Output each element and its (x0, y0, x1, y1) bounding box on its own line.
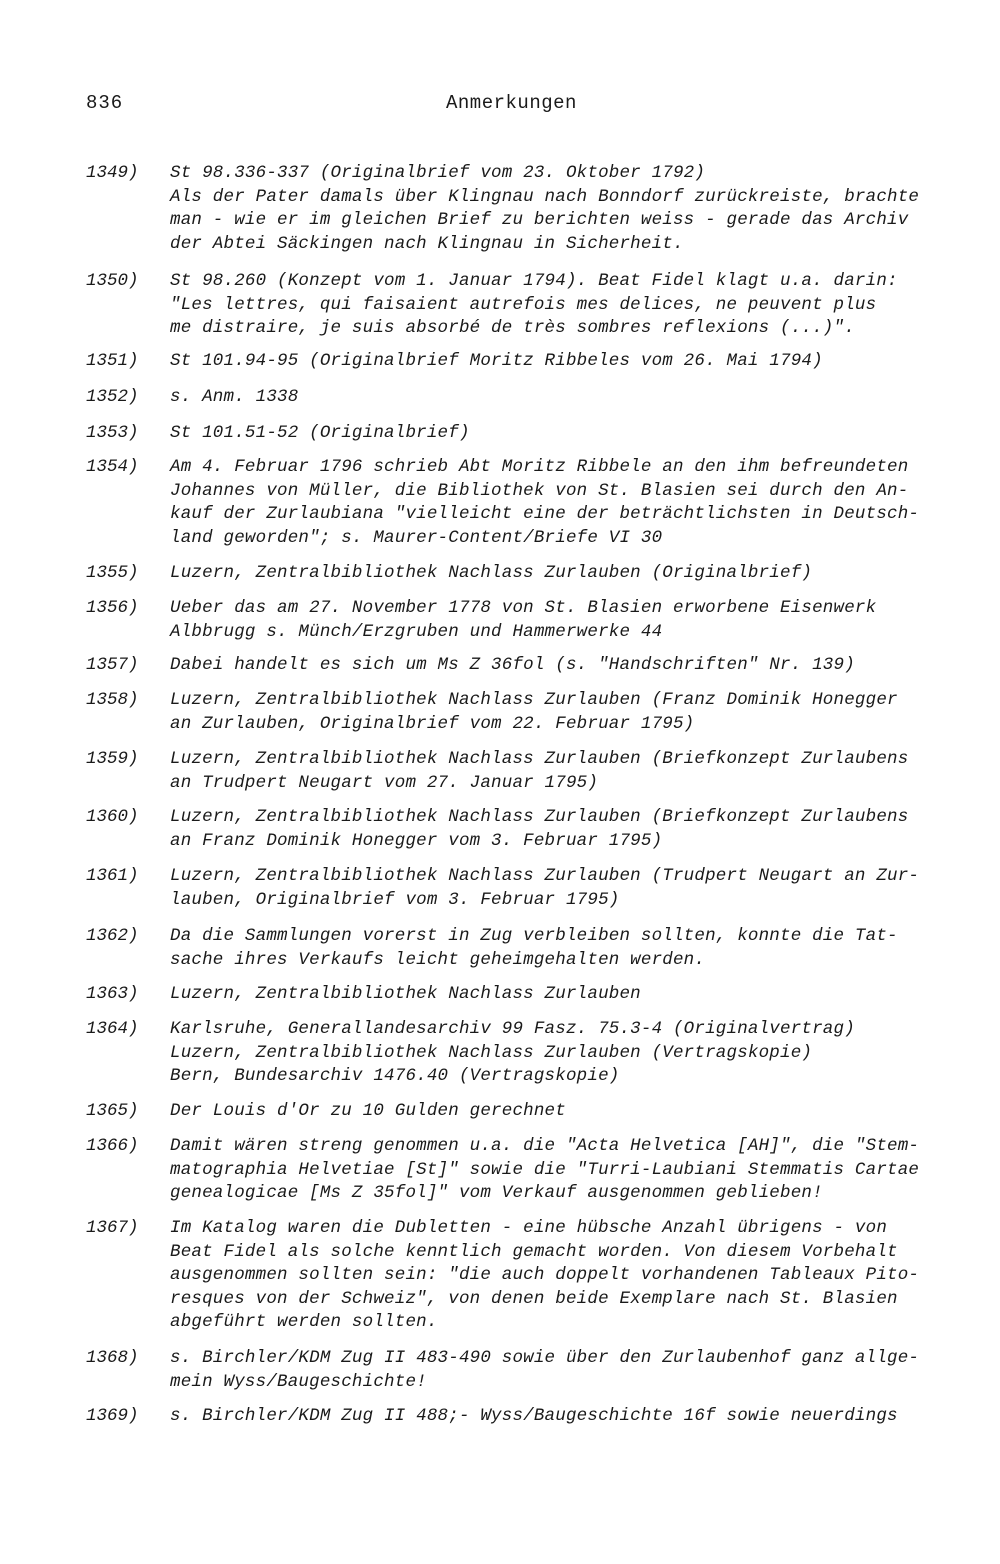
note-line: Luzern, Zentralbibliothek Nachlass Zurlauben (170, 984, 641, 1004)
note-text (170, 1405, 960, 1429)
note-line: Damit wären streng genommen u.a. die "Acta Helvetica [AH]", die "Stem- (170, 1136, 920, 1156)
note-line: Am 4. Februar 1796 schrieb Abt Moritz Ribbele an den ihm befreundeten (170, 457, 909, 477)
note-line: Beat Fidel als solche kenntlich gemacht worden. Von diesem Vorbehalt (170, 1241, 898, 1262)
note-line: Bern, Bundesarchiv 1476.40 (Vertragskopie) (170, 1066, 620, 1086)
note-text (170, 806, 960, 853)
note-number: 1350) (86, 271, 139, 291)
note-line: Luzern, Zentralbibliothek Nachlass Zurlauben (Briefkonzept Zurlaubens (170, 807, 909, 827)
note-number: 1357) (86, 655, 139, 675)
note-number: 1353) (86, 423, 139, 443)
note-text (170, 983, 960, 1007)
note-line: an Franz Dominik Honegger vom 3. Februar 1795) (170, 830, 663, 851)
note-number: 1352) (86, 387, 139, 407)
note-text (170, 865, 960, 912)
note-line: Ueber das am 27. November 1778 von St. Blasien erworbene Eisenwerk (170, 598, 877, 618)
note-line: mein Wyss/Baugeschichte! (170, 1371, 427, 1392)
note-line: "Les lettres, qui faisaient autrefois mes delices, ne peuvent plus (170, 294, 877, 315)
note-number: 1355) (86, 563, 139, 583)
note-line: an Trudpert Neugart vom 27. Januar 1795) (170, 772, 599, 793)
note-text (170, 689, 960, 736)
note-text (170, 386, 960, 410)
note-line: man - wie er im gleichen Brief zu berichten weiss - gerade das Archiv (170, 210, 909, 230)
note-line: kauf der Zurlaubiana "vielleicht eine der beträchtlichsten in Deutsch- (170, 504, 920, 524)
note-line: an Zurlauben, Originalbrief vom 22. Februar 1795) (170, 713, 695, 734)
note-line: Als der Pater damals über Klingnau nach Bonndorf zurückreiste, brachte (170, 186, 920, 207)
page-number: 836 (86, 92, 124, 114)
note-number: 1349) (86, 163, 139, 183)
note-number: 1369) (86, 1406, 139, 1426)
note-line: der Abtei Säckingen nach Klingnau in Sicherheit. (170, 233, 684, 254)
note-line: matographia Helvetiae [St]" sowie die "Turri-Laubiani Stemmatis Cartae (170, 1159, 920, 1180)
note-number: 1364) (86, 1019, 139, 1039)
note-text (170, 1100, 960, 1124)
note-text (170, 562, 960, 586)
note-text (170, 1217, 960, 1335)
running-title: Anmerkungen (446, 92, 577, 114)
note-line: Albbrugg s. Münch/Erzgruben und Hammerwerke 44 (170, 621, 663, 642)
note-line: Da die Sammlungen vorerst in Zug verbleiben sollten, konnte die Tat- (170, 926, 898, 946)
note-text (170, 162, 960, 256)
note-text (170, 1135, 960, 1206)
note-number: 1368) (86, 1348, 139, 1368)
note-text (170, 422, 960, 446)
note-line: abgeführt werden sollten. (170, 1312, 438, 1332)
note-text (170, 1347, 960, 1394)
note-line: St 101.94-95 (Originalbrief Moritz Ribbeles vom 26. Mai 1794) (170, 351, 823, 371)
note-number: 1365) (86, 1101, 139, 1121)
note-number: 1361) (86, 866, 139, 886)
note-line: s. Birchler/KDM Zug II 483-490 sowie über den Zurlaubenhof ganz allge- (170, 1348, 920, 1368)
note-number: 1351) (86, 351, 139, 371)
note-number: 1356) (86, 598, 139, 618)
note-line: Luzern, Zentralbibliothek Nachlass Zurlauben (Briefkonzept Zurlaubens (170, 749, 909, 769)
note-number: 1362) (86, 926, 139, 946)
note-line: Luzern, Zentralbibliothek Nachlass Zurlauben (Vertragskopie) (170, 1042, 813, 1063)
note-number: 1354) (86, 457, 139, 477)
note-line: s. Birchler/KDM Zug II 488;- Wyss/Baugeschichte 16f sowie neuerdings (170, 1406, 898, 1426)
note-number: 1363) (86, 984, 139, 1004)
note-text (170, 654, 960, 678)
note-number: 1358) (86, 690, 139, 710)
note-line: St 98.336-337 (Originalbrief vom 23. Oktober 1792) (170, 163, 706, 183)
note-number: 1366) (86, 1136, 139, 1156)
note-line: Der Louis d'Or zu 10 Gulden gerechnet (170, 1101, 566, 1121)
note-line: sache ihres Verkaufs leicht geheimgehalten werden. (170, 949, 706, 970)
note-line: ausgenommen sollten sein: "die auch doppelt vorhandenen Tableaux Pito- (170, 1265, 920, 1285)
note-line: genealogicae [Ms Z 35fol]" vom Verkauf ausgenommen geblieben! (170, 1183, 823, 1203)
note-number: 1360) (86, 807, 139, 827)
note-number: 1367) (86, 1218, 139, 1238)
note-line: St 101.51-52 (Originalbrief) (170, 423, 470, 443)
note-text (170, 456, 960, 550)
note-number: 1359) (86, 749, 139, 769)
note-line: resques von der Schweiz", von denen beide Exemplare nach St. Blasien (170, 1288, 898, 1309)
note-line: St 98.260 (Konzept vom 1. Januar 1794). Beat Fidel klagt u.a. darin: (170, 271, 898, 291)
note-line: Dabei handelt es sich um Ms Z 36fol (s. "Handschriften" Nr. 139) (170, 655, 855, 675)
note-line: Johannes von Müller, die Bibliothek von St. Blasien sei durch den An- (170, 480, 909, 501)
note-text (170, 748, 960, 795)
note-text (170, 350, 960, 374)
note-line: Luzern, Zentralbibliothek Nachlass Zurlauben (Originalbrief) (170, 563, 813, 583)
note-line: me distraire, je suis absorbé de très sombres reflexions (...)". (170, 318, 855, 338)
note-line: land geworden"; s. Maurer-Content/Briefe VI 30 (170, 527, 663, 548)
note-line: Luzern, Zentralbibliothek Nachlass Zurlauben (Franz Dominik Honegger (170, 690, 898, 710)
note-line: Karlsruhe, Generallandesarchiv 99 Fasz. 75.3-4 (Originalvertrag) (170, 1019, 855, 1039)
note-text (170, 270, 960, 341)
note-text (170, 925, 960, 972)
note-line: Luzern, Zentralbibliothek Nachlass Zurlauben (Trudpert Neugart an Zur- (170, 866, 920, 886)
note-line: s. Anm. 1338 (170, 387, 299, 407)
note-text (170, 1018, 960, 1089)
note-line: Im Katalog waren die Dubletten - eine hübsche Anzahl übrigens - von (170, 1218, 888, 1238)
note-line: lauben, Originalbrief vom 3. Februar 1795) (170, 889, 620, 910)
note-text (170, 597, 960, 644)
